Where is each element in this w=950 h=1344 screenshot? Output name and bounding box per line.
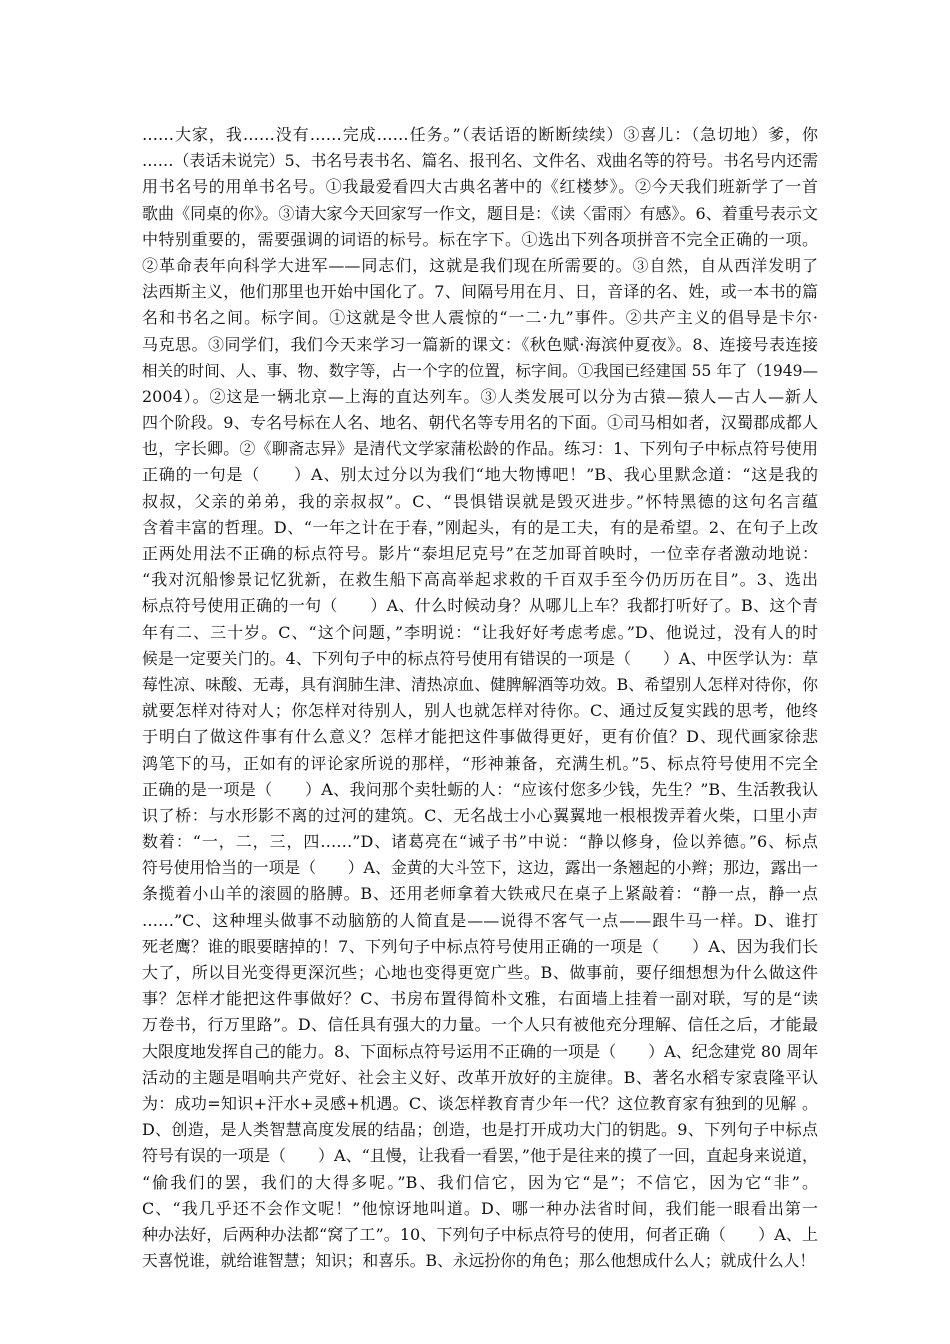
text-line: ……”C、这种埋头做事不动脑筋的人简直是——说得不客气一点——跟牛马一样。D、谁打 [142, 910, 818, 930]
text-line: 歌曲《同桌的你》。③请大家今天回家写一作文，题目是：《读〈雷雨〉有感》。6、着重号表示文 [142, 203, 818, 223]
text-line: 四个阶段。9、专名号标在人名、地名、朝代名等专用名的下面。①司马相如者，汉蜀郡成都人 [142, 413, 818, 433]
text-line: 候是一定要关门的。4、下列句子中的标点符号使用有错误的一项是（ ）A、中医学认为：草 [142, 648, 818, 668]
text-line: ……（表话未说完）5、书名号表书名、篇名、报刊名、文件名、戏曲名等的符号。书名号内还需 [142, 151, 818, 171]
text-line: 莓性凉、味酸、无毒，具有润肺生津、清热凉血、健脾解酒等功效。B、希望别人怎样对待你，你 [142, 674, 818, 694]
text-line: 大限度地发挥自己的能力。8、下面标点符号运用不正确的一项是（ ）A、纪念建党 80 周年 [142, 1041, 818, 1061]
text-line: 死老鹰？谁的眼要瞎掉的！7、下列句子中标点符号使用正确的一项是（ ）A、因为我们长 [142, 936, 818, 956]
text-line: 事？怎样才能把这件事做好？C、书房布置得简朴文雅，右面墙上挂着一副对联，写的是“读 [142, 989, 818, 1009]
text-line: “偷我们的罢，我们的大得多呢。”B、我们信它，因为它“是”；不信它，因为它“非”。 [142, 1172, 818, 1192]
text-line: 含着丰富的哲理。D、“一年之计在于春，”刚起头，有的是工夫，有的是希望。2、在句子上改 [142, 517, 818, 537]
text-line: 数着：“一，二，三，四……”D、诸葛亮在“诫子书”中说：“静以修身，俭以养德。”6、标点 [142, 832, 818, 852]
text-line: 用书名号的用单书名号。①我最爱看四大古典名著中的《红楼梦》。②今天我们班新学了一首 [142, 177, 818, 197]
text-line: 也，字长卿。②《聊斋志异》是清代文学家蒲松龄的作品。练习：1、下列句子中标点符号使用 [142, 439, 818, 459]
text-line: 名和书名之间。标字间。①这就是令世人震惊的“一二·九”事件。②共产主义的倡导是卡尔· [142, 308, 818, 328]
text-line: 2004）。②这是一辆北京—上海的直达列车。③人类发展可以分为古猿—猿人—古人—新人 [142, 386, 818, 406]
text-line: C、“我几乎还不会作文呢！”他惊讶地叫道。D、哪一种办法省时间，我们能一眼看出第一 [142, 1198, 818, 1218]
text-line: 相关的时间、人、事、物、数字等，占一个字的位置，标字间。①我国已经建国 55 年了（1949— [142, 361, 818, 380]
text-line: 就要怎样对待对人；你怎样对待别人，别人也就怎样对待你。C、通过反复实践的思考，他终 [142, 701, 818, 721]
text-line: 万卷书，行万里路”。D、信任具有强大的力量。一个人只有被他充分理解、信任之后，才能最 [142, 1015, 818, 1035]
text-line: ……大家，我……没有……完成……任务。”（表话语的断断续续）③喜儿：（急切地）爹，你 [142, 125, 818, 144]
text-line: 天喜悦谁，就给谁智慧；知识；和喜乐。B、永远扮你的角色；那么他想成什么人；就成什么人！ [142, 1251, 816, 1271]
text-line: 为：成功=知识+汗水+灵感+机遇。C、谈怎样教育青少年一代？这位教育家有独到的见解 。 [142, 1093, 818, 1113]
text-line: 活动的主题是唱响共产党好、社会主义好、改革开放好的主旋律。B、著名水稻专家袁隆平认 [142, 1067, 818, 1087]
text-line: ②革命表年向科学大进军——同志们，这就是我们现在所需要的。③自然，自从西洋发明了 [142, 255, 818, 275]
text-line: 大了，所以目光变得更深沉些；心地也变得更宽广些。B、做事前，要仔细想想为什么做这件 [142, 963, 818, 982]
text-line: 标点符号使用正确的一句（ ）A、什么时候动身？从哪儿上车？我都打听好了。B、这个青 [142, 596, 818, 616]
text-line: 叔叔，父亲的弟弟，我的亲叔叔”。C、“畏惧错误就是毁灭进步。”怀特黑德的这句名言蕴 [142, 491, 818, 511]
text-line: 种办法好，后两种办法都“窝了工”。10、下列句子中标点符号的使用，何者正确（ ）A、上 [142, 1224, 818, 1244]
text-line: 正确的一句是（ ）A、别太过分以为我们“地大物博吧！”B、我心里默念道：“这是我的 [142, 465, 818, 485]
text-line: 正两处用法不正确的标点符号。影片“泰坦尼克号”在芝加哥首映时，一位幸存者激动地说： [142, 544, 818, 563]
text-line: 条揽着小山羊的滚圆的胳膊。B、还用老师拿着大铁戒尺在桌子上紧敲着：“静一点，静一点 [142, 884, 818, 904]
text-line: 马克思。③同学们，我们今天来学习一篇新的课文：《秋色赋·海滨仲夏夜》。8、连接号表连接 [142, 334, 818, 354]
text-line: 中特别重要的，需要强调的词语的标号。标在字下。①选出下列各项拼音不完全正确的一项。 [142, 229, 818, 249]
text-line: 于明白了做这件事有什么意义？怎样才能把这件事做得更好，更有价值？D、现代画家徐悲 [142, 727, 818, 747]
text-line: 符号有误的一项是（ ）A、“且慢，让我看一看罢，”他于是往来的摸了一回，直起身来说道， [142, 1146, 818, 1166]
text-line: 符号使用恰当的一项是（ ）A、金黄的大斗笠下，这边，露出一条翘起的小辫；那边，露出一 [142, 858, 818, 878]
document-body [142, 122, 818, 1274]
text-line: D、创造，是人类智慧高度发展的结晶；创造，也是打开成功大门的钥匙。9、下列句子中标点 [142, 1120, 818, 1140]
text-line: 识了桥：与水形影不离的过河的建筑。C、无名战士小心翼翼地一根根拨弄着火柴，口里小声 [142, 805, 818, 825]
text-line: 正确的是一项是（ ）A、我问那个卖牡蛎的人：“应该付您多少钱，先生？”B、生活教我认 [142, 779, 818, 799]
text-line: “我对沉船惨景记忆犹新，在救生船下高高举起求救的千百双手至今仍历历在目”。3、选出 [142, 570, 818, 590]
text-line: 鸿笔下的马，正如有的评论家所说的那样，“形神兼备，充满生机。”5、标点符号使用不完全 [142, 753, 818, 773]
text-line: 法西斯主义，他们那里也开始中国化了。7、间隔号用在月、日，音译的名、姓，或一本书的篇 [142, 282, 818, 302]
text-line: 年有二、三十岁。C、“这个问题，”李明说：“让我好好考虑考虑。”D、他说过，没有人的时 [142, 622, 818, 642]
